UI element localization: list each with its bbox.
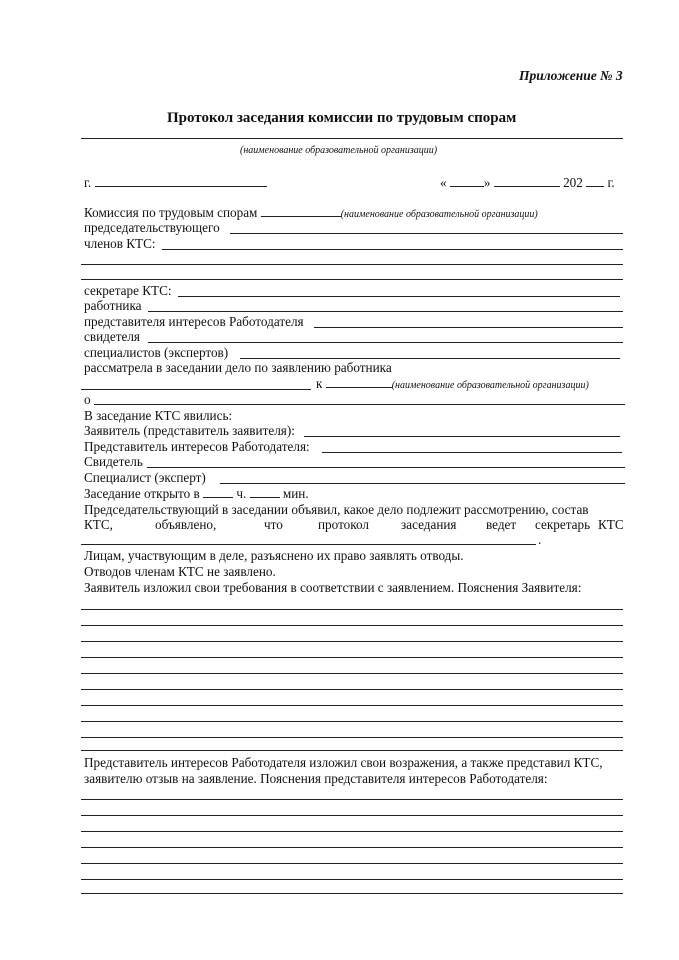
writing-line[interactable] (81, 625, 623, 626)
secretary-field[interactable] (178, 296, 620, 297)
applicant-stated-text: Заявитель изложил свои требования в соответствии с заявлением. Пояснения Заявителя: (84, 580, 582, 595)
org-name-line[interactable] (81, 138, 623, 139)
witness-label: свидетеля (84, 329, 140, 344)
document-title: Протокол заседания комиссии по трудовым спорам (167, 110, 517, 126)
period-mark: . (538, 532, 542, 547)
worker-label: работника (84, 298, 142, 313)
commission-line: Комиссия по трудовым спорам (наименование образовательной организации) (84, 205, 538, 220)
announce-word: КТС (598, 517, 624, 532)
witness2-field[interactable] (147, 467, 625, 468)
members-field[interactable] (162, 249, 623, 250)
writing-line[interactable] (81, 799, 623, 800)
members-line-2[interactable] (81, 264, 623, 265)
witness-field[interactable] (148, 342, 623, 343)
considered-text: рассматрела в заседании дело по заявлению работника (84, 360, 392, 375)
opened-hours-field[interactable] (203, 486, 233, 498)
members-line-3[interactable] (81, 279, 623, 280)
announce-word: что (264, 517, 283, 532)
writing-line[interactable] (81, 609, 623, 610)
writing-line[interactable] (81, 831, 623, 832)
subject-field[interactable] (94, 404, 625, 405)
specialist-field[interactable] (220, 483, 625, 484)
employer-rep-label: представителя интересов Работодателя (84, 314, 304, 329)
k-line: к (наименование образовательной организации) (316, 376, 589, 391)
chair-announce-line-1: Председательствующий в заседании объявил, какое дело подлежит рассмотрению, состав (84, 502, 589, 517)
opened-line: Заседание открыто в ч. мин. (84, 486, 309, 501)
secretary-name-field[interactable] (81, 544, 536, 545)
writing-line[interactable] (81, 641, 623, 642)
announce-word: заседания (401, 517, 457, 532)
appendix-label: Приложение № 3 (519, 68, 623, 83)
writing-line[interactable] (81, 721, 623, 722)
announce-word: протокол (318, 517, 369, 532)
announce-word: секретарь (535, 517, 591, 532)
witness2-label: Свидетель (84, 454, 143, 469)
announce-word: КТС, (84, 517, 113, 532)
employer-rep2-label: Представитель интересов Работодателя: (84, 439, 310, 454)
worker-field[interactable] (148, 311, 623, 312)
date-line: « » 202 г. (440, 175, 615, 190)
writing-line[interactable] (81, 863, 623, 864)
writing-line[interactable] (81, 847, 623, 848)
employer-rep2-field[interactable] (322, 452, 622, 453)
writing-line[interactable] (81, 815, 623, 816)
writing-line[interactable] (81, 705, 623, 706)
writing-line[interactable] (81, 673, 623, 674)
experts-field[interactable] (240, 358, 620, 359)
worker-name-field[interactable] (81, 389, 311, 390)
year-field[interactable] (586, 175, 604, 187)
rights-text: Лицам, участвующим в деле, разъяснено их право заявлять отводы. (84, 548, 464, 563)
writing-line[interactable] (81, 689, 623, 690)
opened-minutes-field[interactable] (250, 486, 280, 498)
city-field[interactable] (95, 175, 267, 187)
announce-word: объявлено, (155, 517, 217, 532)
announce-word: ведет (486, 517, 517, 532)
month-field[interactable] (494, 175, 560, 187)
specialist-label: Специалист (эксперт) (84, 470, 206, 485)
applicant-label: Заявитель (представитель заявителя): (84, 423, 295, 438)
employer-rep-field[interactable] (314, 327, 623, 328)
writing-line[interactable] (81, 657, 623, 658)
writing-line[interactable] (81, 893, 623, 894)
k-field[interactable] (326, 376, 392, 388)
employer-objection-line-2: заявителю отзыв на заявление. Пояснения представителя интересов Работодателя: (84, 771, 548, 786)
commission-field[interactable] (261, 205, 341, 217)
org-caption: (наименование образовательной организации) (240, 145, 438, 156)
writing-line[interactable] (81, 737, 623, 738)
writing-line[interactable] (81, 750, 623, 751)
commission-caption: (наименование образовательной организации) (340, 209, 538, 220)
day-field[interactable] (450, 175, 484, 187)
secretary-label: секретаре КТС: (84, 283, 172, 298)
appeared-label: В заседание КТС явились: (84, 408, 233, 423)
no-challenges-text: Отводов членам КТС не заявлено. (84, 564, 276, 579)
writing-line[interactable] (81, 879, 623, 880)
applicant-field[interactable] (304, 436, 620, 437)
k-caption: (наименование образовательной организации) (391, 380, 589, 391)
chair-label: председательствующего (84, 220, 220, 235)
members-label: членов КТС: (84, 236, 156, 251)
employer-objection-line-1: Представитель интересов Работодателя изложил свои возражения, а также представил КТС, (84, 755, 603, 770)
o-label: о (84, 392, 91, 407)
chair-field[interactable] (230, 233, 623, 234)
experts-label: специалистов (экспертов) (84, 345, 229, 360)
city-line: г. (84, 175, 267, 190)
